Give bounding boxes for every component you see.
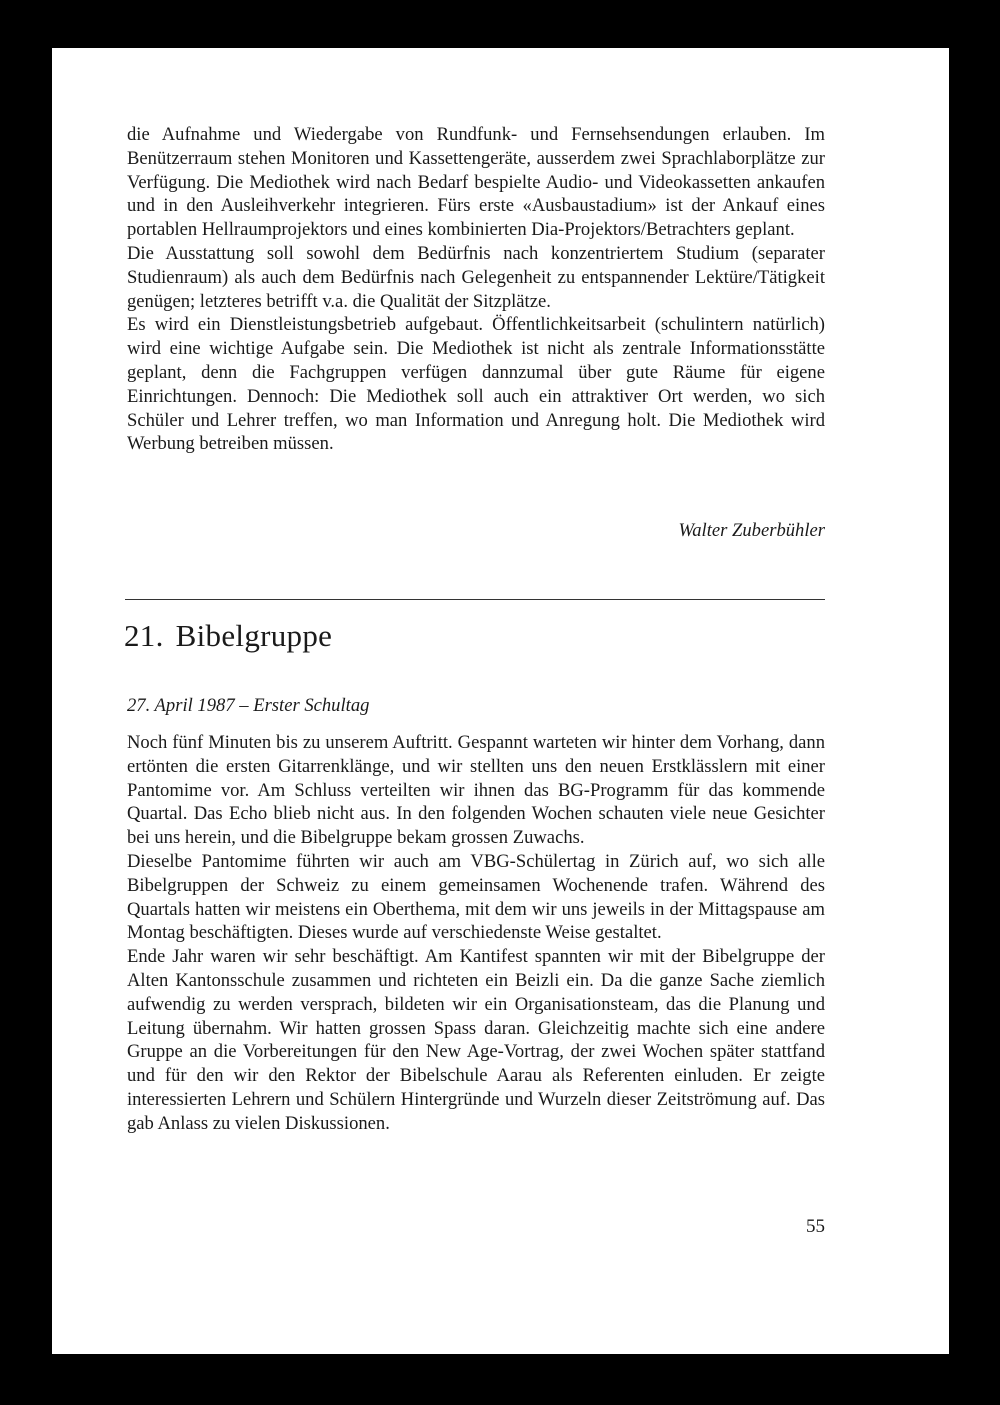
author-signature: Walter Zuberbühler [678,520,825,541]
paragraph: Ende Jahr waren wir sehr beschäftigt. Am Kantifest spannten wir mit der Bibelgruppe der Alten Kantonsschule zusammen und richteten ein Beizli ein. Da die ganze Sache ziemlich aufwendig zu werden versprach, bildeten wir ein Organisationsteam, das die Planung und Leitung übernahm. Wir hatten grossen Spass daran. Gleichzeitig machte sich eine andere Gruppe an die Vorbereitungen für den New Age-Vortrag, der zwei Wochen später stattfand und für den wir den Rektor der Bibelschule Aarau als Referenten einluden. Er zeigte interessierten Lehrern und Schülern Hintergründe und Wurzeln dieser Zeitströmung auf. Das gab Anlass zu vielen Diskussionen. [127,946,825,1134]
previous-section-text [127,123,825,456]
document-page [52,48,949,1354]
section-body-text [127,731,825,1136]
page-number: 55 [806,1216,825,1237]
paragraph: Die Ausstattung soll sowohl dem Bedürfnis nach konzentriertem Studium (separater Studienraum) als auch dem Bedürfnis nach Gelegenheit zu entspannender Lektüre/Tätigkeit genügen; letzteres betrifft v.a. die Qualität der Sitzplätze. [127,242,825,312]
section-heading [124,617,332,655]
paragraph: Es wird ein Dienstleistungsbetrieb aufgebaut. Öffentlichkeitsarbeit (schulintern natürlich) wird eine wichtige Aufgabe sein. Die Mediothek ist nicht als zentrale Informationsstätte geplant, denn die Fachgruppen verfügen dannzumal über gute Räume für eigene Einrichtungen. Dennoch: Die Mediothek soll auch ein attraktiver Ort werden, wo sich Schüler und Lehrer treffen, wo man Information und Anregung holt. Die Mediothek wird Werbung betreiben müssen. [127,314,825,455]
section-divider [125,599,825,600]
paragraph: die Aufnahme und Wiedergabe von Rundfunk- und Fernsehsendungen erlauben. Im Benützerraum stehen Monitoren und Kassettengeräte, ausserdem zwei Sprachlaborplätze zur Verfügung. Die Mediothek wird nach Bedarf bespielte Audio- und Videokassetten ankaufen und in den Ausleihverkehr integrieren. Fürs erste «Ausbaustadium» ist der Ankauf eines portablen Hellraumprojektors und eines kombinierten Dia-Projektors/Betrachters geplant. [127,124,825,241]
section-number: 21. [124,618,164,653]
paragraph: Noch fünf Minuten bis zu unserem Auftritt. Gespannt warteten wir hinter dem Vorhang, dann ertönten die ersten Gitarrenklänge, und wir stellten uns den neuen Erstklässlern mit einer Pantomime vor. Am Schluss verteilten wir ihnen das BG-Programm für das kommende Quartal. Das Echo blieb nicht aus. In den folgenden Wochen schauten viele neue Gesichter bei uns herein, und die Bibelgruppe bekam grossen Zuwachs. [127,732,825,849]
section-title: Bibelgruppe [175,618,333,653]
section-subheading: 27. April 1987 – Erster Schultag [127,695,370,716]
paragraph: Dieselbe Pantomime führten wir auch am VBG-Schülertag in Zürich auf, wo sich alle Bibelgruppen der Schweiz zu einem gemeinsamen Wochenende trafen. Während des Quartals hatten wir meistens ein Oberthema, mit dem wir uns jeweils in der Mittagspause am Montag beschäftigten. Dieses wurde auf verschiedenste Weise gestaltet. [127,850,825,944]
